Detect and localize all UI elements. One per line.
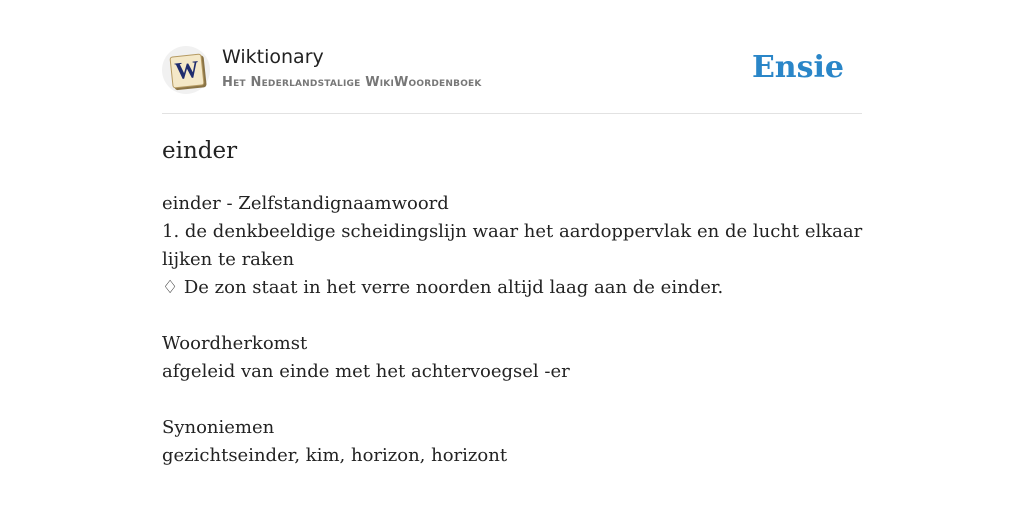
wiktionary-logo[interactable] <box>162 46 210 94</box>
example-sentence: ♢ De zon staat in het verre noorden altijd laag aan de einder. <box>162 277 724 298</box>
definition-line-1: 1. de denkbeeldige scheidingslijn waar het aardoppervlak en de lucht elkaar <box>162 221 863 242</box>
header-divider <box>162 113 862 114</box>
logo-tile-icon: W <box>169 53 204 88</box>
synonyms-heading: Synoniemen <box>162 417 275 438</box>
entry-content <box>162 190 863 470</box>
page-title: einder <box>162 138 238 164</box>
site-name[interactable]: Wiktionary <box>222 46 324 68</box>
spacer <box>162 302 852 330</box>
definition-line-2: lijken te raken <box>162 249 295 270</box>
site-tagline: Het Nederlandstalige WikiWoordenboek <box>222 75 482 90</box>
entry-heading: einder - Zelfstandignaamwoord <box>162 193 449 214</box>
site-header <box>162 46 862 96</box>
etymology-heading: Woordherkomst <box>162 333 308 354</box>
spacer <box>162 386 852 414</box>
ensie-logo[interactable]: Ensie <box>751 50 844 85</box>
etymology-text: afgeleid van einde met het achtervoegsel -er <box>162 361 570 382</box>
synonyms-text: gezichtseinder, kim, horizon, horizont <box>162 445 508 466</box>
